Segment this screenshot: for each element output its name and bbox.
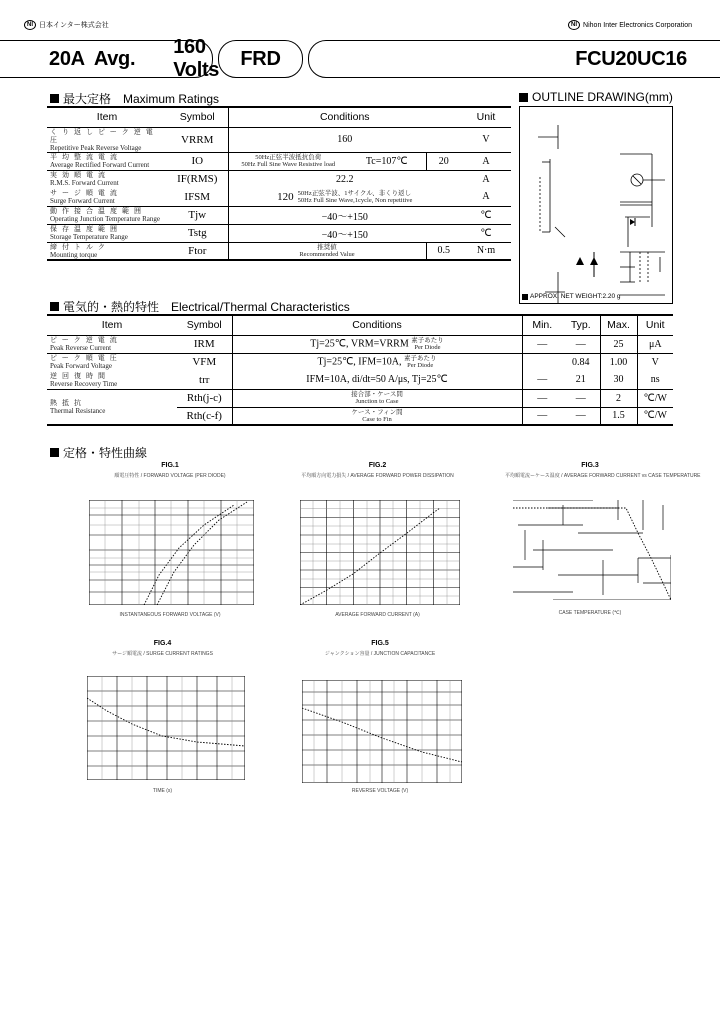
cond-note-en: Per Diode bbox=[414, 344, 441, 351]
fig-xlabel: AVERAGE FORWARD CURRENT (A) bbox=[335, 612, 420, 618]
table-header-row bbox=[47, 315, 673, 335]
item-jp: 熱抵抗 bbox=[50, 398, 86, 407]
min bbox=[522, 353, 562, 371]
cond-note-jp: ケース・フィン間 bbox=[351, 408, 403, 416]
item-jp: 平均整流電流 bbox=[50, 153, 122, 161]
item-en: Peak Reverse Current bbox=[50, 344, 112, 352]
condition: −40〜+150 bbox=[228, 224, 461, 242]
net-weight: APPROX. NET WEIGHT:2.20 g bbox=[530, 293, 621, 300]
cond-note-en: Case to Fin bbox=[362, 415, 392, 423]
condition-text: Tj=25℃, IFM=10A, bbox=[317, 356, 402, 368]
cond-note-en: Recommended Value bbox=[299, 250, 355, 258]
electrical-table bbox=[47, 314, 673, 426]
fig-xlabel: TIME (s) bbox=[152, 788, 173, 794]
symbol: trr bbox=[177, 371, 232, 389]
fig4-plot bbox=[87, 676, 245, 780]
symbol: Tjw bbox=[167, 206, 228, 224]
unit: ℃/W bbox=[637, 389, 673, 407]
rating-pill bbox=[0, 36, 220, 81]
table-row bbox=[47, 127, 511, 152]
item-jp: ピーク順電圧 bbox=[50, 354, 122, 363]
col-item: Item bbox=[47, 107, 167, 127]
cond-note-jp: 素子あたり bbox=[403, 355, 437, 363]
table-row bbox=[47, 170, 511, 188]
symbol: IO bbox=[167, 152, 228, 170]
table-row bbox=[47, 206, 511, 224]
symbol: IRM bbox=[177, 335, 232, 353]
col-conditions: Conditions bbox=[228, 107, 461, 127]
item-en: Reverse Recovery Time bbox=[50, 379, 118, 388]
outline-title: OUTLINE DRAWING(mm) bbox=[532, 90, 673, 104]
max-ratings-table bbox=[47, 106, 511, 261]
item-en: Mounting torque bbox=[50, 250, 98, 259]
voltage-rating: 160 Volts bbox=[173, 36, 220, 81]
ni-logo-icon: NI bbox=[24, 20, 36, 30]
package-drawing-icon bbox=[520, 107, 672, 303]
item-jp: 締付トルク bbox=[50, 242, 110, 251]
electrical-heading bbox=[50, 298, 350, 315]
col-symbol: Symbol bbox=[177, 315, 232, 335]
outline-heading bbox=[519, 90, 673, 104]
table-row bbox=[47, 353, 673, 371]
unit: μA bbox=[637, 335, 673, 353]
fig-xlabel: INSTANTANEOUS FORWARD VOLTAGE (V) bbox=[119, 612, 221, 618]
fig-xlabel: REVERSE VOLTAGE (V) bbox=[351, 788, 409, 794]
net-weight-label bbox=[522, 293, 621, 300]
item-jp: ピーク逆電流 bbox=[50, 336, 122, 344]
table-header-row bbox=[47, 107, 511, 127]
cond-note-jp: 50Hz正弦半波抵抗負荷 bbox=[255, 154, 322, 161]
fig-title: FIG.3 bbox=[581, 462, 599, 469]
device-type-pill bbox=[218, 40, 303, 78]
cond-note-jp: 素子あたり bbox=[411, 337, 444, 344]
item-jp: 動作接合温度範囲 bbox=[50, 207, 146, 215]
heading-en: Electrical/Thermal Characteristics bbox=[171, 299, 350, 314]
table-row bbox=[47, 224, 511, 242]
fig-subtitle: サージ順電流 / SURGE CURRENT RATINGS bbox=[112, 651, 213, 657]
title-bar bbox=[0, 36, 720, 81]
condition bbox=[232, 335, 522, 353]
fig-title: FIG.4 bbox=[153, 640, 172, 647]
min: — bbox=[522, 389, 562, 407]
unit: ns bbox=[637, 371, 673, 389]
fig5-chart bbox=[290, 640, 470, 800]
cond-note-jp: 50Hz正弦半波、1サイクル、非くり返し bbox=[297, 189, 412, 197]
fig-title: FIG.1 bbox=[161, 462, 179, 469]
fig-subtitle: 順電圧特性 / FORWARD VOLTAGE (PER DIODE) bbox=[114, 473, 226, 479]
condition-value: 120 bbox=[277, 190, 294, 203]
condition-text: Tj=25℃, VRM=VRRM bbox=[310, 338, 409, 350]
condition: 160 bbox=[228, 127, 461, 152]
typ: 21 bbox=[562, 371, 600, 389]
col-item: Item bbox=[47, 315, 177, 335]
condition: −40〜+150 bbox=[228, 206, 461, 224]
cond-note-jp: 推奨値 bbox=[317, 243, 337, 251]
condition bbox=[228, 188, 461, 206]
item-jp: 保存温度範囲 bbox=[50, 225, 122, 233]
max: 2 bbox=[600, 389, 637, 407]
fig-xlabel: CASE TEMPERATURE (℃) bbox=[558, 610, 622, 616]
company-name-en: Nihon Inter Electronics Corporation bbox=[583, 21, 692, 29]
fig4-chart bbox=[70, 640, 255, 800]
typ: — bbox=[562, 389, 600, 407]
col-unit: Unit bbox=[461, 107, 511, 127]
col-min: Min. bbox=[522, 315, 562, 335]
table-row bbox=[47, 335, 673, 353]
cond-note-jp: 接合部・ケース間 bbox=[351, 391, 403, 398]
unit: V bbox=[461, 127, 511, 152]
item-en: Operating Junction Temperature Range bbox=[50, 215, 160, 223]
device-type: FRD bbox=[240, 47, 281, 70]
table-row bbox=[47, 152, 511, 170]
item-en: Storage Temperature Range bbox=[50, 233, 128, 241]
item-en: Repetitive Peak Reverse Voltage bbox=[50, 143, 142, 152]
fig1-plot bbox=[89, 500, 254, 605]
symbol: Rth(c-f) bbox=[186, 409, 222, 422]
current-rating: 20A Avg. bbox=[49, 47, 136, 70]
cond-note-en: Per Diode bbox=[407, 362, 434, 370]
cond-note-en: Junction to Case bbox=[355, 398, 399, 405]
part-number: FCU20UC16 bbox=[575, 47, 687, 70]
unit: N·m bbox=[476, 245, 496, 257]
table-row bbox=[47, 188, 511, 206]
col-unit: Unit bbox=[637, 315, 673, 335]
bullet-square-icon bbox=[519, 93, 528, 102]
fig3-plot bbox=[513, 500, 671, 600]
ni-logo-icon: NI bbox=[568, 20, 580, 30]
symbol: IF(RMS) bbox=[177, 173, 218, 186]
value: 20 bbox=[426, 152, 461, 170]
bullet-square-icon bbox=[50, 448, 59, 457]
condition: 22.2 bbox=[228, 170, 461, 188]
typ: — bbox=[575, 410, 586, 422]
item-en: Peak Forward Voltage bbox=[50, 362, 112, 371]
item-jp: 逆回復時間 bbox=[50, 371, 110, 380]
symbol: IFSM bbox=[167, 188, 228, 206]
unit: A bbox=[461, 152, 511, 170]
table-row bbox=[47, 371, 673, 389]
condition: Tc=107℃ bbox=[348, 152, 426, 170]
item-en: Thermal Resistance bbox=[50, 406, 106, 415]
item-en: R.M.S. Forward Current bbox=[50, 179, 119, 188]
symbol: VFM bbox=[192, 356, 217, 369]
fig1-chart bbox=[80, 462, 260, 627]
min: — bbox=[522, 407, 562, 425]
fig-title: FIG.5 bbox=[371, 640, 389, 647]
bullet-square-icon bbox=[50, 302, 59, 311]
fig2-chart bbox=[290, 462, 465, 627]
unit: V bbox=[637, 353, 673, 371]
max: 1.5 bbox=[600, 407, 637, 425]
unit: A bbox=[461, 188, 511, 206]
cond-note-en: 50Hz Full Sine Wave Resistive load bbox=[241, 161, 336, 168]
fig-subtitle: 平均順方向電力損失 / AVERAGE FORWARD POWER DISSIPATION bbox=[301, 473, 454, 479]
unit: ℃ bbox=[461, 206, 511, 224]
unit: ℃/W bbox=[637, 407, 673, 425]
company-logo-en bbox=[568, 20, 692, 30]
unit: A bbox=[482, 173, 490, 185]
fig2-plot bbox=[300, 500, 460, 605]
bullet-square-icon bbox=[522, 294, 528, 300]
item-en: Average Rectified Forward Current bbox=[50, 161, 150, 169]
fig-subtitle: ジャンクション容量 / JUNCTION CAPACITANCE bbox=[324, 651, 436, 657]
fig-title: FIG.2 bbox=[368, 462, 387, 469]
symbol: Rth(j-c) bbox=[177, 389, 232, 407]
item-jp: くり返しピーク逆電圧 bbox=[50, 127, 158, 144]
item-jp: 実効順電流 bbox=[50, 171, 110, 180]
company-name-jp: 日本インター株式会社 bbox=[39, 22, 109, 29]
col-typ: Typ. bbox=[562, 315, 600, 335]
unit: ℃ bbox=[461, 224, 511, 242]
value: 0.5 bbox=[426, 242, 461, 260]
symbol: VRRM bbox=[167, 127, 228, 152]
cond-note-en: 50Hz Full Sine Wave,1cycle, Non repetitive bbox=[297, 196, 413, 204]
table-row bbox=[47, 389, 673, 407]
min: — bbox=[522, 335, 562, 353]
col-symbol: Symbol bbox=[167, 107, 228, 127]
fig-subtitle: 平均順電流ーケース温度 / AVERAGE FORWARD CURRENT vs CASE TEMPERATURE bbox=[505, 473, 701, 479]
fig3-chart bbox=[505, 462, 701, 627]
heading-jp: 電気的・熱的特性 bbox=[63, 300, 160, 314]
max: 25 bbox=[600, 335, 637, 353]
col-max: Max. bbox=[600, 315, 637, 335]
typ: — bbox=[562, 335, 600, 353]
heading-jp: 定格・特性曲線 bbox=[63, 446, 148, 460]
item-jp: サージ順電流 bbox=[50, 188, 122, 197]
condition: IFM=10A, di/dt=50 A/μs, Tj=25℃ bbox=[232, 371, 522, 389]
bullet-square-icon bbox=[50, 94, 59, 103]
typ: 0.84 bbox=[572, 356, 590, 368]
max: 30 bbox=[600, 371, 637, 389]
condition bbox=[232, 353, 522, 371]
min: — bbox=[522, 371, 562, 389]
max-ratings-heading bbox=[50, 90, 219, 107]
curves-heading bbox=[50, 444, 147, 461]
company-logo-jp bbox=[24, 20, 109, 30]
table-row bbox=[47, 242, 511, 260]
max: 1.00 bbox=[600, 353, 637, 371]
symbol: Tstg bbox=[167, 224, 228, 242]
heading-en: Maximum Ratings bbox=[123, 91, 220, 106]
item-en: Surge Forward Current bbox=[50, 196, 115, 205]
symbol: Ftor bbox=[188, 244, 207, 257]
outline-drawing bbox=[519, 106, 673, 304]
fig5-plot bbox=[302, 680, 462, 783]
col-conditions: Conditions bbox=[232, 315, 522, 335]
part-number-pill bbox=[308, 40, 720, 78]
heading-jp: 最大定格 bbox=[63, 92, 112, 106]
